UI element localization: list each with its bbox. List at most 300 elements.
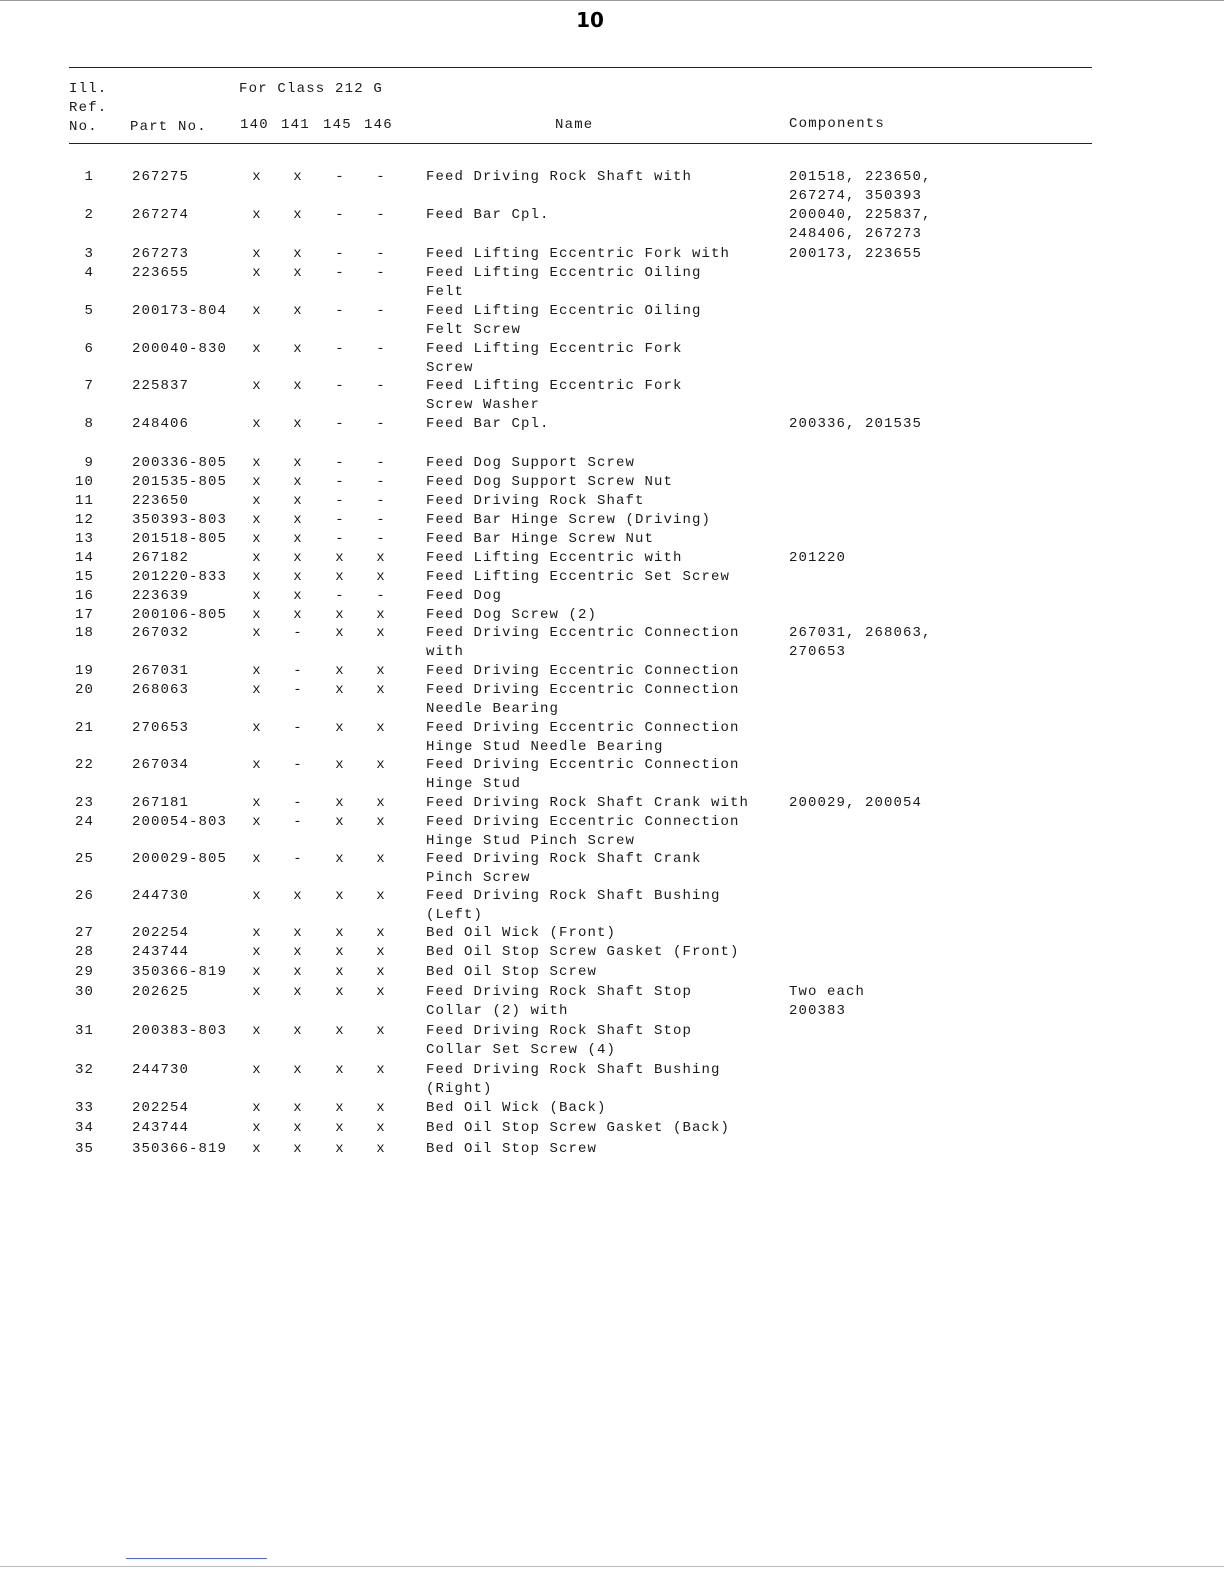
mark-145: x (335, 625, 345, 641)
table-row (0, 168, 1224, 206)
part-no: 201518-805 (132, 531, 228, 547)
ref-no: 17 (74, 607, 94, 623)
mark-140: x (252, 265, 262, 281)
mark-141: x (293, 588, 303, 604)
part-name: Feed Driving Eccentric Connection (426, 757, 740, 773)
mark-146: - (376, 512, 386, 528)
mark-146: - (376, 246, 386, 262)
mark-140: x (252, 682, 262, 698)
mark-145: - (335, 531, 345, 547)
mark-141: x (293, 531, 303, 547)
table-row (0, 511, 1224, 530)
part-name: Feed Bar Hinge Screw Nut (426, 531, 655, 547)
mark-141: x (293, 550, 303, 566)
mark-146: - (376, 207, 386, 223)
components: 201220 (789, 550, 847, 566)
mark-141: x (293, 1100, 303, 1116)
part-no: 223655 (132, 265, 190, 281)
class-header: For Class 212 G (239, 81, 384, 97)
mark-145: x (335, 944, 345, 960)
part-no: 267275 (132, 169, 190, 185)
table-row (0, 549, 1224, 568)
mark-145: - (335, 207, 345, 223)
part-name: Bed Oil Stop Screw (426, 1141, 598, 1157)
mark-145: x (335, 682, 345, 698)
mark-146: x (376, 851, 386, 867)
ref-no: 6 (84, 341, 94, 357)
part-name: Bed Oil Wick (Front) (426, 925, 617, 941)
part-name: with (426, 644, 465, 660)
table-row (0, 1140, 1224, 1159)
mark-145: x (335, 888, 345, 904)
mark-146: - (376, 531, 386, 547)
ref-no: 2 (84, 207, 94, 223)
table-row (0, 340, 1224, 378)
mark-141: x (293, 341, 303, 357)
mark-145: - (335, 493, 345, 509)
part-no: 200383-803 (132, 1023, 228, 1039)
part-no: 244730 (132, 1062, 190, 1078)
part-no: 201535-805 (132, 474, 228, 490)
ref-no: 25 (74, 851, 94, 867)
part-name: Feed Dog Screw (2) (426, 607, 598, 623)
ref-no: 30 (74, 984, 94, 1000)
mark-145: x (335, 1100, 345, 1116)
mark-146: - (376, 341, 386, 357)
model-140-header: 140 (240, 117, 269, 133)
table-row (0, 719, 1224, 757)
components: 200336, 201535 (789, 416, 923, 432)
table-row (0, 1061, 1224, 1099)
mark-140: x (252, 1100, 262, 1116)
part-name: Feed Dog Support Screw (426, 455, 636, 471)
ill-ref-label-line1: Ill. (69, 81, 108, 97)
components: 248406, 267273 (789, 226, 923, 242)
part-no: 350366-819 (132, 1141, 228, 1157)
part-name: Feed Driving Rock Shaft Bushing (426, 888, 721, 904)
mark-140: x (252, 607, 262, 623)
part-no: 267182 (132, 550, 190, 566)
mark-140: x (252, 455, 262, 471)
mark-140: x (252, 1023, 262, 1039)
mark-141: x (293, 246, 303, 262)
mark-140: x (252, 1120, 262, 1136)
part-no: 223650 (132, 493, 190, 509)
table-row (0, 587, 1224, 606)
ref-no: 20 (74, 682, 94, 698)
mark-146: x (376, 1141, 386, 1157)
model-145-header: 145 (323, 117, 352, 133)
mark-146: - (376, 455, 386, 471)
part-name: Bed Oil Stop Screw Gasket (Back) (426, 1120, 731, 1136)
components: 200383 (789, 1003, 847, 1019)
part-no: 267032 (132, 625, 190, 641)
part-name: Screw Washer (426, 397, 541, 413)
part-name: Hinge Stud (426, 776, 522, 792)
part-no: 200029-805 (132, 851, 228, 867)
page-number: 10 (576, 8, 604, 32)
part-name: Feed Driving Eccentric Connection (426, 720, 740, 736)
mark-146: x (376, 964, 386, 980)
mark-141: x (293, 925, 303, 941)
part-name: (Right) (426, 1081, 493, 1097)
mark-145: x (335, 1023, 345, 1039)
table-row (0, 454, 1224, 473)
ref-no: 14 (74, 550, 94, 566)
mark-140: x (252, 625, 262, 641)
mark-140: x (252, 569, 262, 585)
mark-145: x (335, 757, 345, 773)
part-name: Feed Lifting Eccentric Set Screw (426, 569, 731, 585)
mark-140: x (252, 416, 262, 432)
table-row (0, 756, 1224, 794)
mark-140: x (252, 944, 262, 960)
part-name: Feed Driving Rock Shaft with (426, 169, 693, 185)
table-row (0, 850, 1224, 888)
ref-no: 11 (74, 493, 94, 509)
part-name: Feed Bar Hinge Screw (Driving) (426, 512, 712, 528)
mark-141: x (293, 1062, 303, 1078)
mark-140: x (252, 588, 262, 604)
ref-no: 19 (74, 663, 94, 679)
mark-140: x (252, 303, 262, 319)
ref-no: 33 (74, 1100, 94, 1116)
part-name: Feed Lifting Eccentric Fork with (426, 246, 731, 262)
part-name: Feed Lifting Eccentric Fork (426, 378, 683, 394)
mark-146: x (376, 1100, 386, 1116)
table-row (0, 245, 1224, 264)
part-name: Feed Lifting Eccentric with (426, 550, 683, 566)
table-row (0, 1022, 1224, 1060)
table-row (0, 302, 1224, 340)
part-no: 243744 (132, 1120, 190, 1136)
mark-141: x (293, 416, 303, 432)
part-no: 225837 (132, 378, 190, 394)
table-row (0, 983, 1224, 1021)
ref-no: 27 (74, 925, 94, 941)
mark-141: x (293, 964, 303, 980)
part-no: 267034 (132, 757, 190, 773)
part-no: 248406 (132, 416, 190, 432)
table-row (0, 813, 1224, 851)
table-row (0, 943, 1224, 962)
ref-no: 24 (74, 814, 94, 830)
part-name: Hinge Stud Needle Bearing (426, 739, 664, 755)
mark-140: x (252, 888, 262, 904)
part-name: Needle Bearing (426, 701, 560, 717)
ref-no: 16 (74, 588, 94, 604)
table-row (0, 530, 1224, 549)
mark-141: x (293, 569, 303, 585)
mark-146: - (376, 493, 386, 509)
mark-145: x (335, 607, 345, 623)
part-name: Feed Driving Rock Shaft Stop (426, 1023, 693, 1039)
mark-140: x (252, 1062, 262, 1078)
mark-141: x (293, 169, 303, 185)
mark-146: - (376, 474, 386, 490)
mark-146: x (376, 795, 386, 811)
part-no: 202254 (132, 1100, 190, 1116)
mark-146: x (376, 607, 386, 623)
part-no: 202254 (132, 925, 190, 941)
mark-141: - (293, 663, 303, 679)
ref-no: 7 (84, 378, 94, 394)
mark-145: x (335, 964, 345, 980)
mark-140: x (252, 1141, 262, 1157)
ref-no: 1 (84, 169, 94, 185)
table-row (0, 606, 1224, 625)
part-name: Feed Driving Rock Shaft Crank (426, 851, 702, 867)
part-name: Felt Screw (426, 322, 522, 338)
components: 267031, 268063, (789, 625, 932, 641)
ref-no: 22 (74, 757, 94, 773)
components: 200029, 200054 (789, 795, 923, 811)
part-no: 200336-805 (132, 455, 228, 471)
components-header: Components (789, 116, 886, 132)
part-name: Feed Driving Rock Shaft (426, 493, 645, 509)
ref-no: 12 (74, 512, 94, 528)
part-no: 350393-803 (132, 512, 228, 528)
ref-no: 35 (74, 1141, 94, 1157)
model-146-header: 146 (364, 117, 393, 133)
mark-145: - (335, 512, 345, 528)
mark-141: - (293, 720, 303, 736)
mark-145: - (335, 169, 345, 185)
mark-140: x (252, 550, 262, 566)
part-name: Screw (426, 360, 474, 376)
table-row (0, 624, 1224, 662)
part-name: Feed Driving Eccentric Connection (426, 663, 740, 679)
mark-145: - (335, 341, 345, 357)
mark-140: x (252, 246, 262, 262)
components: Two each (789, 984, 866, 1000)
mark-146: x (376, 720, 386, 736)
mark-140: x (252, 851, 262, 867)
mark-146: - (376, 265, 386, 281)
mark-141: x (293, 888, 303, 904)
part-no: 202625 (132, 984, 190, 1000)
ref-no: 21 (74, 720, 94, 736)
part-name: Feed Driving Eccentric Connection (426, 814, 740, 830)
part-name: (Left) (426, 907, 484, 923)
mark-141: x (293, 455, 303, 471)
mark-140: x (252, 512, 262, 528)
mark-146: x (376, 984, 386, 1000)
mark-141: x (293, 512, 303, 528)
part-name: Felt (426, 284, 465, 300)
part-no: 267274 (132, 207, 190, 223)
part-name: Bed Oil Stop Screw Gasket (Front) (426, 944, 740, 960)
model-141-header: 141 (281, 117, 310, 133)
ref-no: 29 (74, 964, 94, 980)
mark-146: x (376, 569, 386, 585)
part-name: Feed Driving Rock Shaft Crank with (426, 795, 750, 811)
part-name: Feed Bar Cpl. (426, 207, 550, 223)
ref-no: 34 (74, 1120, 94, 1136)
table-row (0, 794, 1224, 813)
ref-no: 23 (74, 795, 94, 811)
part-name: Hinge Stud Pinch Screw (426, 833, 636, 849)
mark-140: x (252, 964, 262, 980)
table-row (0, 681, 1224, 719)
mark-140: x (252, 378, 262, 394)
part-no: 223639 (132, 588, 190, 604)
mark-146: x (376, 1120, 386, 1136)
part-name: Feed Dog Support Screw Nut (426, 474, 674, 490)
part-no: 200054-803 (132, 814, 228, 830)
part-name: Feed Bar Cpl. (426, 416, 550, 432)
mark-145: - (335, 455, 345, 471)
mark-140: x (252, 207, 262, 223)
mark-140: x (252, 663, 262, 679)
part-no: 267181 (132, 795, 190, 811)
mark-146: x (376, 550, 386, 566)
ref-no: 32 (74, 1062, 94, 1078)
ref-no: 15 (74, 569, 94, 585)
part-name: Feed Driving Rock Shaft Stop (426, 984, 693, 1000)
bottom-edge-rule (0, 1566, 1224, 1567)
name-header: Name (555, 117, 594, 133)
mark-141: x (293, 1023, 303, 1039)
table-row (0, 924, 1224, 943)
mark-145: x (335, 984, 345, 1000)
mark-146: x (376, 757, 386, 773)
ref-no: 26 (74, 888, 94, 904)
mark-141: x (293, 493, 303, 509)
mark-146: x (376, 925, 386, 941)
components: 201518, 223650, (789, 169, 932, 185)
ref-no: 5 (84, 303, 94, 319)
part-name: Feed Lifting Eccentric Oiling (426, 265, 702, 281)
mark-140: x (252, 474, 262, 490)
components: 200040, 225837, (789, 207, 932, 223)
mark-140: x (252, 814, 262, 830)
mark-146: x (376, 625, 386, 641)
mark-145: x (335, 663, 345, 679)
mark-146: - (376, 169, 386, 185)
mark-145: - (335, 474, 345, 490)
mark-140: x (252, 341, 262, 357)
footer-link-underline (126, 1558, 267, 1559)
part-no: 243744 (132, 944, 190, 960)
mark-141: - (293, 682, 303, 698)
ref-no: 3 (84, 246, 94, 262)
mark-146: x (376, 1023, 386, 1039)
mark-140: x (252, 757, 262, 773)
mark-145: x (335, 1062, 345, 1078)
mark-141: x (293, 378, 303, 394)
mark-145: x (335, 720, 345, 736)
mark-145: x (335, 1120, 345, 1136)
part-name: Feed Lifting Eccentric Oiling (426, 303, 702, 319)
table-row (0, 568, 1224, 587)
part-name: Pinch Screw (426, 870, 531, 886)
table-row (0, 492, 1224, 511)
table-row (0, 206, 1224, 244)
mark-145: x (335, 1141, 345, 1157)
ill-ref-label-line2: Ref. (69, 100, 108, 116)
mark-140: x (252, 493, 262, 509)
mark-146: - (376, 303, 386, 319)
ref-no: 10 (74, 474, 94, 490)
mark-145: - (335, 246, 345, 262)
part-no: 267031 (132, 663, 190, 679)
mark-140: x (252, 795, 262, 811)
mark-145: - (335, 378, 345, 394)
table-row (0, 963, 1224, 982)
mark-145: x (335, 814, 345, 830)
mark-146: x (376, 944, 386, 960)
part-no: 200040-830 (132, 341, 228, 357)
ref-no: 18 (74, 625, 94, 641)
mark-146: - (376, 416, 386, 432)
mark-141: x (293, 984, 303, 1000)
table-row (0, 1099, 1224, 1118)
mark-140: x (252, 720, 262, 736)
components: 200173, 223655 (789, 246, 923, 262)
ref-no: 28 (74, 944, 94, 960)
mark-141: x (293, 1120, 303, 1136)
mark-141: x (293, 1141, 303, 1157)
part-name: Feed Driving Eccentric Connection (426, 625, 740, 641)
part-name: Collar Set Screw (4) (426, 1042, 617, 1058)
part-name: Bed Oil Stop Screw (426, 964, 598, 980)
mark-140: x (252, 984, 262, 1000)
mark-141: x (293, 303, 303, 319)
ref-no: 8 (84, 416, 94, 432)
components: 267274, 350393 (789, 188, 923, 204)
part-no: 244730 (132, 888, 190, 904)
mark-141: - (293, 795, 303, 811)
mark-141: x (293, 474, 303, 490)
mark-140: x (252, 169, 262, 185)
mark-146: - (376, 378, 386, 394)
part-no: 201220-833 (132, 569, 228, 585)
mark-140: x (252, 531, 262, 547)
ref-no: 4 (84, 265, 94, 281)
ref-no: 13 (74, 531, 94, 547)
part-name: Feed Driving Eccentric Connection (426, 682, 740, 698)
part-no: 268063 (132, 682, 190, 698)
mark-145: - (335, 303, 345, 319)
part-no: 270653 (132, 720, 190, 736)
mark-146: - (376, 588, 386, 604)
mark-141: - (293, 851, 303, 867)
part-name: Feed Driving Rock Shaft Bushing (426, 1062, 721, 1078)
part-no: 200106-805 (132, 607, 228, 623)
table-row (0, 887, 1224, 925)
mark-145: x (335, 851, 345, 867)
mark-146: x (376, 1062, 386, 1078)
mark-141: x (293, 944, 303, 960)
components: 270653 (789, 644, 847, 660)
part-no: 267273 (132, 246, 190, 262)
table-row (0, 264, 1224, 302)
table-row (0, 415, 1224, 434)
table-row (0, 473, 1224, 492)
mark-141: - (293, 625, 303, 641)
mark-145: x (335, 569, 345, 585)
part-no: 200173-804 (132, 303, 228, 319)
mark-146: x (376, 663, 386, 679)
mark-145: - (335, 588, 345, 604)
mark-145: - (335, 265, 345, 281)
table-row (0, 377, 1224, 415)
mark-145: x (335, 925, 345, 941)
ref-no: 31 (74, 1023, 94, 1039)
part-name: Bed Oil Wick (Back) (426, 1100, 607, 1116)
table-row (0, 662, 1224, 681)
